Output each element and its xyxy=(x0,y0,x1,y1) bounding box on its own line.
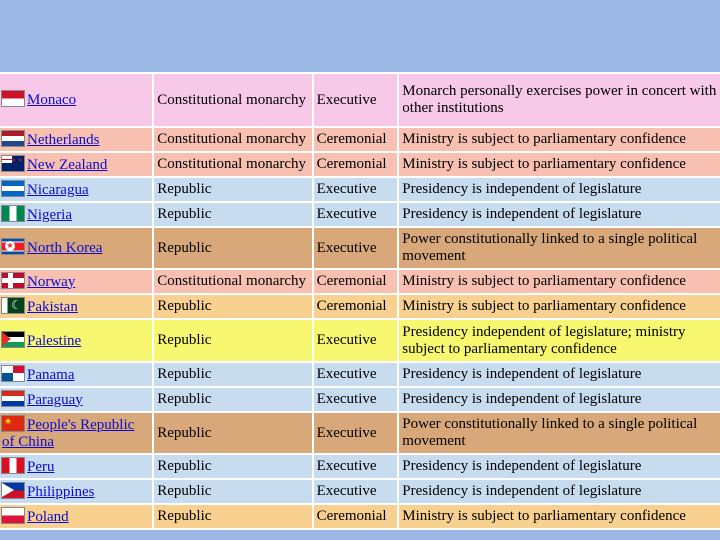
head-of-state-role-cell: Ceremonial xyxy=(316,273,387,289)
country-cell xyxy=(0,455,152,478)
country-link[interactable]: New Zealand xyxy=(27,156,108,173)
description-cell: Presidency independent of legislature; ministry subject to parliamentary confidence xyxy=(402,323,686,357)
netherlands-flag-icon xyxy=(2,131,24,146)
china-flag-icon xyxy=(2,416,24,431)
peru-flag-icon xyxy=(2,458,24,473)
country-link[interactable]: Norway xyxy=(27,273,76,290)
description-cell: Presidency is independent of legislature xyxy=(402,181,642,197)
head-of-state-role-cell: Ceremonial xyxy=(316,156,387,172)
system-cell: Republic xyxy=(157,483,212,499)
norway-flag-icon xyxy=(2,273,24,288)
table-row xyxy=(0,388,720,411)
country-cell xyxy=(0,480,152,503)
system-cell: Constitutional monarchy xyxy=(157,131,306,147)
country-cell xyxy=(0,74,152,126)
head-of-state-role-cell: Executive xyxy=(316,206,377,222)
system-cell: Republic xyxy=(157,424,212,441)
nicaragua-flag-icon xyxy=(2,181,24,196)
system-cell: Constitutional monarchy xyxy=(157,273,306,289)
system-cell: Republic xyxy=(157,391,212,407)
description-cell: Presidency is independent of legislature xyxy=(402,458,642,474)
head-of-state-role-cell: Executive xyxy=(316,458,377,474)
head-of-state-role-cell: Executive xyxy=(316,424,377,441)
table-row xyxy=(0,128,720,151)
country-cell xyxy=(0,203,152,226)
table-row xyxy=(0,74,720,126)
country-cell xyxy=(0,363,152,386)
description-cell: Power constitutionally linked to a single political movement xyxy=(402,231,698,264)
table-row xyxy=(0,203,720,226)
country-link[interactable]: Paraguay xyxy=(27,391,83,408)
panama-flag-icon xyxy=(2,366,24,381)
head-of-state-role-cell: Executive xyxy=(316,366,377,382)
head-of-state-role-cell: Executive xyxy=(316,483,377,499)
description-cell: Ministry is subject to parliamentary confidence xyxy=(402,273,686,289)
country-link[interactable]: Philippines xyxy=(27,483,95,500)
table-row xyxy=(0,480,720,503)
system-cell: Republic xyxy=(157,298,212,314)
monaco-flag-icon xyxy=(2,91,24,106)
government-systems-table xyxy=(0,72,720,530)
country-link[interactable]: Netherlands xyxy=(27,131,100,148)
system-cell: Republic xyxy=(157,239,212,256)
system-cell: Republic xyxy=(157,508,212,524)
palestine-flag-icon xyxy=(2,332,24,347)
country-cell xyxy=(0,128,152,151)
system-cell: Republic xyxy=(157,366,212,382)
description-cell: Ministry is subject to parliamentary confidence xyxy=(402,131,686,147)
country-cell xyxy=(0,295,152,318)
country-link[interactable]: Monaco xyxy=(27,92,77,108)
description-cell: Monarch personally exercises power in concert with other institutions xyxy=(402,83,717,116)
country-cell xyxy=(0,228,152,268)
description-cell: Presidency is independent of legislature xyxy=(402,483,642,499)
head-of-state-role-cell: Executive xyxy=(316,181,377,197)
table-row xyxy=(0,153,720,176)
country-cell xyxy=(0,178,152,201)
description-cell: Ministry is subject to parliamentary confidence xyxy=(402,298,686,314)
country-cell xyxy=(0,153,152,176)
country-link[interactable]: Pakistan xyxy=(27,298,78,315)
country-cell xyxy=(0,388,152,411)
table-row xyxy=(0,320,720,361)
table-row xyxy=(0,270,720,293)
country-link[interactable]: Peru xyxy=(27,458,55,475)
table-row xyxy=(0,295,720,318)
head-of-state-role-cell: Executive xyxy=(316,332,377,348)
head-of-state-role-cell: Executive xyxy=(316,91,377,108)
country-link[interactable]: People's Republic of China xyxy=(2,416,135,450)
system-cell: Constitutional monarchy xyxy=(157,156,306,172)
country-cell xyxy=(0,270,152,293)
description-cell: Power constitutionally linked to a single political movement xyxy=(402,416,698,449)
head-of-state-role-cell: Executive xyxy=(316,239,377,256)
new-zealand-flag-icon xyxy=(2,156,24,171)
country-cell xyxy=(0,413,152,453)
country-cell xyxy=(0,320,152,361)
north-korea-flag-icon xyxy=(2,239,24,254)
table-row xyxy=(0,413,720,453)
head-of-state-role-cell: Ceremonial xyxy=(316,298,387,314)
description-cell: Ministry is subject to parliamentary confidence xyxy=(402,508,686,524)
table-body xyxy=(0,74,720,528)
head-of-state-role-cell: Ceremonial xyxy=(316,131,387,147)
table-row xyxy=(0,363,720,386)
table-row xyxy=(0,455,720,478)
country-link[interactable]: North Korea xyxy=(27,240,103,256)
description-cell: Presidency is independent of legislature xyxy=(402,366,642,382)
country-link[interactable]: Poland xyxy=(27,508,69,525)
country-link[interactable]: Panama xyxy=(27,366,75,383)
system-cell: Republic xyxy=(157,458,212,474)
head-of-state-role-cell: Executive xyxy=(316,391,377,407)
country-link[interactable]: Nigeria xyxy=(27,206,72,223)
slide-header-band xyxy=(0,0,720,72)
country-link[interactable]: Palestine xyxy=(27,332,82,349)
country-link[interactable]: Nicaragua xyxy=(27,181,89,198)
philippines-flag-icon xyxy=(2,483,24,498)
nigeria-flag-icon xyxy=(2,206,24,221)
description-cell: Presidency is independent of legislature xyxy=(402,206,642,222)
pakistan-flag-icon xyxy=(2,298,24,313)
table-row xyxy=(0,178,720,201)
country-cell xyxy=(0,505,152,528)
description-cell: Presidency is independent of legislature xyxy=(402,391,642,407)
table-row xyxy=(0,228,720,268)
system-cell: Constitutional monarchy xyxy=(157,91,306,108)
table-row xyxy=(0,505,720,528)
system-cell: Republic xyxy=(157,181,212,197)
description-cell: Ministry is subject to parliamentary confidence xyxy=(402,156,686,172)
system-cell: Republic xyxy=(157,332,212,348)
paraguay-flag-icon xyxy=(2,391,24,406)
system-cell: Republic xyxy=(157,206,212,222)
head-of-state-role-cell: Ceremonial xyxy=(316,508,387,524)
poland-flag-icon xyxy=(2,508,24,523)
